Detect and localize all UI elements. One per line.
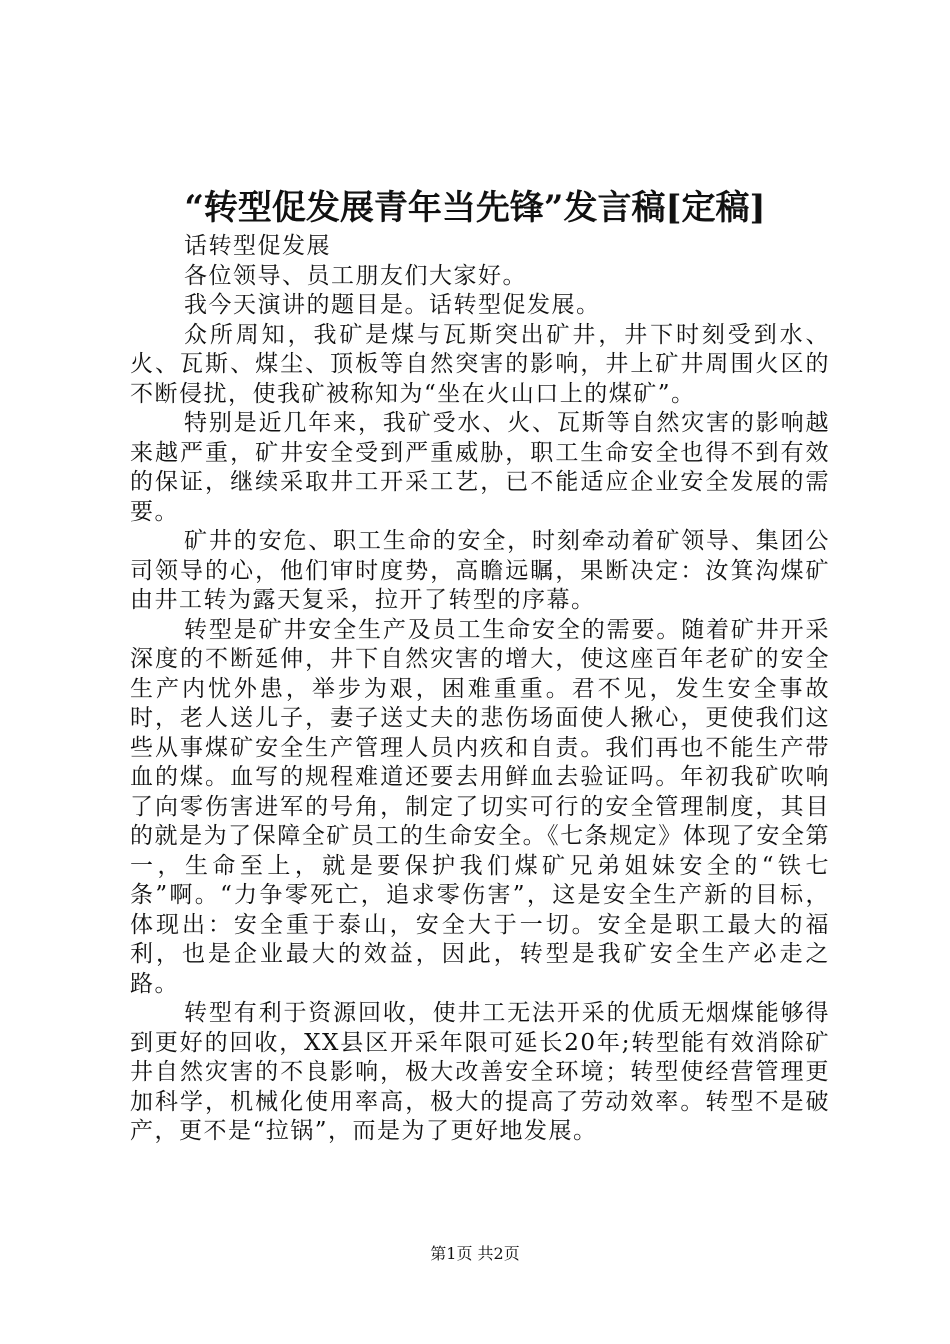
document-title: “转型促发展青年当先锋”发言稿[定稿]: [184, 188, 766, 228]
document-body: [130, 232, 830, 1147]
paragraph-resource-recovery: 转型有利于资源回收，使井工无法开采的优质无烟煤能够得到更好的回收，XX县区开采年限可延长20年;转型能有效消除矿井自然灾害的不良影响，极大改善安全环境；转型使经营管理更加科学，机械化使用率高，极大的提高了劳动效率。转型不是破产，更不是“拉锅”，而是为了更好地发展。: [130, 1000, 830, 1144]
paragraph-topic: 我今天演讲的题目是。话转型促发展。: [184, 292, 601, 318]
paragraph-background: 众所周知，我矿是煤与瓦斯突出矿井，井下时刻受到水、火、瓦斯、煤尘、顶板等自然突害的影响，井上矿井周围火区的不断侵扰，使我矿被称知为“坐在火山口上的煤矿”。: [130, 321, 830, 407]
paragraph-subtitle: 话转型促发展: [184, 233, 331, 259]
paragraph-decision: 矿井的安危、职工生命的安全，时刻牵动着矿领导、集团公司领导的心，他们审时度势，高瞻远瞩，果断决定：汝箕沟煤矿由井工转为露天复采，拉开了转型的序幕。: [130, 528, 830, 613]
paragraph-safety-need: 转型是矿井安全生产及员工生命安全的需要。随着矿井开采深度的不断延伸，井下自然灾害的增大，使这座百年老矿的安全生产内忧外患，举步为艰，困难重重。君不见，发生安全事故时，老人送儿子，妻子送丈夫的悲伤场面使人揪心，更使我们这些从事煤矿安全生产管理人员内疚和自责。我们再也不能生产带血的煤。血写的规程难道还要去用鲜血去验证吗。年初我矿吹响了向零伤害进军的号角，制定了切实可行的安全管理制度，其目的就是为了保障全矿员工的生命安全。《七条规定》体现了安全第一，生命至上，就是要保护我们煤矿兄弟姐妹安全的“铁七条”啊。“力争零死亡，追求零伤害”，这是安全生产新的目标，体现出：安全重于泰山，安全大于一切。安全是职工最大的福利，也是企业最大的效益，因此，转型是我矿安全生产必走之路。: [130, 616, 830, 997]
paragraph-greeting: 各位领导、员工朋友们大家好。: [184, 262, 527, 289]
paragraph-recent-years: 特别是近几年来，我矿受水、火、瓦斯等自然灾害的影响越来越严重，矿井安全受到严重威胁，职工生命安全也得不到有效的保证，继续采取井工开采工艺，已不能适应企业安全发展的需要。: [130, 410, 830, 525]
page-number-footer: 第1页 共2页: [430, 1244, 520, 1263]
